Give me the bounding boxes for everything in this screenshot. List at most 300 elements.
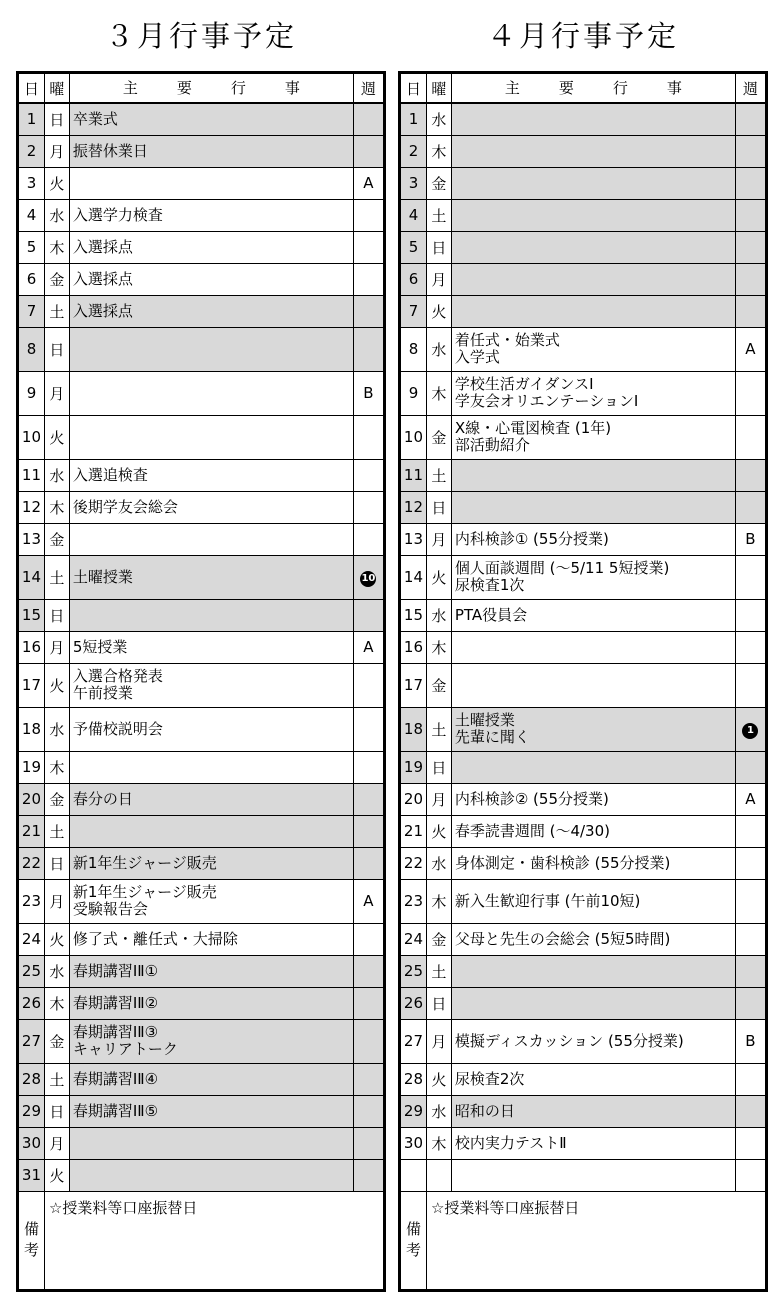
header-day: 日 — [18, 73, 45, 104]
week-cell — [353, 135, 384, 167]
event-cell — [451, 371, 735, 415]
table-row — [400, 923, 767, 955]
table-row — [18, 1095, 385, 1127]
weekday-cell: 火 — [426, 555, 451, 599]
table-row — [400, 135, 767, 167]
table-row — [18, 415, 385, 459]
weekday-cell: 木 — [426, 1127, 451, 1159]
header-event-char: 要 — [558, 78, 574, 97]
week-cell — [353, 987, 384, 1019]
table-row — [400, 955, 767, 987]
week-cell — [735, 167, 766, 199]
day-cell: 16 — [18, 631, 45, 663]
week-cell — [735, 1063, 766, 1095]
week-cell — [735, 263, 766, 295]
day-cell: 20 — [400, 783, 427, 815]
day-cell: 9 — [18, 371, 45, 415]
day-cell: 19 — [18, 751, 45, 783]
week-cell — [735, 631, 766, 663]
day-cell: 18 — [400, 707, 427, 751]
weekday-cell: 金 — [44, 263, 69, 295]
event-line: 入選学力検査 — [72, 205, 163, 224]
table-row — [400, 415, 767, 459]
event-line: 春期講習ⅠⅡ⑤ — [72, 1101, 159, 1120]
day-cell: 28 — [18, 1063, 45, 1095]
week-cell — [735, 371, 766, 415]
week-cell — [353, 295, 384, 327]
event-line: X線・心電図検査 (1年) — [454, 419, 612, 437]
table-row — [400, 327, 767, 371]
table-row — [400, 103, 767, 135]
day-cell: 14 — [400, 555, 427, 599]
day-cell: 11 — [18, 459, 45, 491]
day-cell: 1 — [18, 103, 45, 135]
week-cell: A — [353, 167, 384, 199]
notes-text: ☆授業料等口座振替日 — [44, 1191, 384, 1290]
week-cell — [353, 1095, 384, 1127]
event-cell — [69, 879, 353, 923]
day-cell: 12 — [400, 491, 427, 523]
event-line: 5短授業 — [72, 637, 128, 656]
event-line: 学友会オリエンテーションⅠ — [454, 392, 639, 410]
table-row — [18, 1159, 385, 1191]
day-cell — [400, 1159, 427, 1191]
weekday-cell: 月 — [426, 1019, 451, 1063]
table-row — [400, 523, 767, 555]
event-line: 入選合格発表 — [72, 667, 163, 685]
day-cell: 6 — [18, 263, 45, 295]
table-row — [18, 1063, 385, 1095]
event-line: 春期講習ⅠⅡ② — [72, 993, 159, 1012]
week-cell — [735, 415, 766, 459]
table-row — [18, 199, 385, 231]
table-row — [400, 1019, 767, 1063]
table-row — [18, 459, 385, 491]
weekday-cell: 水 — [426, 103, 451, 135]
event-cell — [451, 1159, 735, 1191]
day-cell: 21 — [18, 815, 45, 847]
day-cell: 15 — [400, 599, 427, 631]
day-cell: 25 — [400, 955, 427, 987]
event-line: 新入生歓迎行事 (午前10短) — [454, 891, 641, 910]
weekday-cell: 水 — [426, 599, 451, 631]
table-row — [400, 555, 767, 599]
day-cell: 14 — [18, 555, 45, 599]
event-cell — [451, 847, 735, 879]
event-cell — [69, 167, 353, 199]
header-week: 週 — [353, 73, 384, 104]
event-line: 内科検診① (55分授業) — [454, 529, 609, 548]
day-cell: 22 — [18, 847, 45, 879]
event-cell — [69, 327, 353, 371]
event-cell — [451, 815, 735, 847]
table-row — [18, 751, 385, 783]
table-row — [400, 1063, 767, 1095]
event-cell — [69, 1159, 353, 1191]
weekday-cell: 火 — [426, 295, 451, 327]
event-cell — [451, 707, 735, 751]
header-weekday: 曜 — [426, 73, 451, 104]
event-line: 先輩に聞く — [454, 728, 530, 746]
day-cell: 2 — [400, 135, 427, 167]
event-line: 父母と先生の会総会 (5短5時間) — [454, 929, 671, 948]
event-cell — [451, 987, 735, 1019]
event-cell — [451, 955, 735, 987]
week-cell — [353, 783, 384, 815]
day-cell: 6 — [400, 263, 427, 295]
table-row — [18, 599, 385, 631]
day-cell: 15 — [18, 599, 45, 631]
day-cell: 24 — [400, 923, 427, 955]
weekday-cell: 土 — [44, 1063, 69, 1095]
event-cell — [451, 555, 735, 599]
weekday-cell: 水 — [44, 707, 69, 751]
week-cell — [735, 879, 766, 923]
table-row — [18, 555, 385, 599]
day-cell: 22 — [400, 847, 427, 879]
weekday-cell: 土 — [426, 459, 451, 491]
day-cell: 20 — [18, 783, 45, 815]
weekday-cell: 日 — [426, 231, 451, 263]
weekday-cell: 金 — [426, 923, 451, 955]
event-cell — [69, 459, 353, 491]
event-cell — [451, 327, 735, 371]
weekday-cell: 火 — [44, 167, 69, 199]
event-cell — [69, 263, 353, 295]
weekday-cell: 月 — [426, 263, 451, 295]
day-cell: 13 — [400, 523, 427, 555]
weekday-cell: 土 — [426, 955, 451, 987]
day-cell: 27 — [18, 1019, 45, 1063]
day-cell: 1 — [400, 103, 427, 135]
event-cell — [451, 1063, 735, 1095]
day-cell: 4 — [18, 199, 45, 231]
table-row — [400, 783, 767, 815]
event-cell — [69, 663, 353, 707]
march-title: ３月行事予定 — [104, 19, 297, 53]
event-cell — [451, 631, 735, 663]
day-cell: 5 — [400, 231, 427, 263]
day-cell: 7 — [400, 295, 427, 327]
header-event-char: 主 — [122, 78, 138, 97]
header-event-char: 行 — [612, 78, 628, 97]
day-cell: 19 — [400, 751, 427, 783]
table-row — [18, 135, 385, 167]
day-cell: 26 — [18, 987, 45, 1019]
event-line: 尿検査2次 — [454, 1069, 525, 1088]
event-cell — [69, 631, 353, 663]
weekday-cell: 水 — [44, 459, 69, 491]
event-line: 個人面談週間 (～5/11 5短授業) — [454, 559, 670, 577]
event-line: 春期講習ⅠⅡ③ — [72, 1023, 159, 1041]
weekday-cell: 金 — [426, 663, 451, 707]
day-cell: 9 — [400, 371, 427, 415]
week-cell — [735, 1127, 766, 1159]
table-row — [400, 491, 767, 523]
day-cell: 25 — [18, 955, 45, 987]
event-cell — [69, 847, 353, 879]
table-row — [18, 263, 385, 295]
week-cell — [735, 955, 766, 987]
event-cell — [69, 751, 353, 783]
weekday-cell: 木 — [426, 135, 451, 167]
week-cell — [353, 199, 384, 231]
event-line: 春期講習ⅠⅡ① — [72, 961, 159, 980]
event-line: PTA役員会 — [454, 605, 528, 624]
event-cell — [451, 263, 735, 295]
event-cell — [451, 599, 735, 631]
week-cell — [353, 103, 384, 135]
week-cell — [735, 491, 766, 523]
event-cell — [451, 751, 735, 783]
weekday-cell: 土 — [44, 555, 69, 599]
week-cell: A — [353, 879, 384, 923]
weekday-cell: 土 — [44, 295, 69, 327]
day-cell: 8 — [400, 327, 427, 371]
event-cell — [451, 923, 735, 955]
day-cell: 13 — [18, 523, 45, 555]
weekday-cell: 日 — [44, 847, 69, 879]
table-row — [18, 923, 385, 955]
april-schedule-table — [398, 71, 768, 1292]
notes-label-char: 備 — [405, 1220, 421, 1238]
event-line: 受験報告会 — [72, 900, 148, 918]
table-row — [18, 295, 385, 327]
circled-number-badge: 1 — [742, 723, 758, 739]
notes-label-char: 考 — [23, 1241, 39, 1259]
header-event — [451, 73, 735, 104]
event-cell — [451, 1095, 735, 1127]
event-line: 予備校説明会 — [72, 719, 163, 738]
event-cell — [451, 459, 735, 491]
event-cell — [451, 1019, 735, 1063]
week-cell — [353, 327, 384, 371]
week-cell — [353, 955, 384, 987]
notes-label-char: 備 — [23, 1220, 39, 1238]
day-cell: 30 — [400, 1127, 427, 1159]
header-row — [400, 73, 767, 104]
week-cell — [353, 599, 384, 631]
weekday-cell: 木 — [44, 231, 69, 263]
weekday-cell: 金 — [426, 415, 451, 459]
day-cell: 30 — [18, 1127, 45, 1159]
week-cell — [353, 707, 384, 751]
day-cell: 23 — [400, 879, 427, 923]
weekday-cell: 木 — [44, 987, 69, 1019]
day-cell: 10 — [400, 415, 427, 459]
event-line: 修了式・離任式・大掃除 — [72, 929, 238, 948]
event-cell — [69, 523, 353, 555]
header-event — [69, 73, 353, 104]
event-cell — [69, 1127, 353, 1159]
event-cell — [451, 879, 735, 923]
week-cell — [353, 663, 384, 707]
week-cell — [353, 1159, 384, 1191]
event-line: 春季読書週間 (～4/30) — [454, 821, 610, 840]
weekday-cell: 土 — [44, 815, 69, 847]
event-cell — [451, 231, 735, 263]
day-cell: 24 — [18, 923, 45, 955]
event-line: 昭和の日 — [454, 1101, 515, 1120]
event-line: 新1年生ジャージ販売 — [72, 883, 217, 901]
table-row — [18, 631, 385, 663]
week-cell — [735, 295, 766, 327]
header-event-char: 事 — [284, 78, 300, 97]
weekday-cell: 月 — [44, 371, 69, 415]
weekday-cell: 金 — [44, 783, 69, 815]
week-cell — [353, 1063, 384, 1095]
weekday-cell: 月 — [44, 135, 69, 167]
day-cell: 8 — [18, 327, 45, 371]
event-line: 入選採点 — [72, 269, 133, 288]
circled-number-badge: 10 — [360, 571, 376, 587]
event-cell — [451, 523, 735, 555]
table-row — [18, 231, 385, 263]
march-schedule-table — [16, 71, 386, 1292]
event-cell — [451, 135, 735, 167]
day-cell: 3 — [400, 167, 427, 199]
day-cell: 5 — [18, 231, 45, 263]
table-row — [400, 987, 767, 1019]
table-row — [400, 631, 767, 663]
event-cell — [69, 1095, 353, 1127]
week-cell — [735, 1159, 766, 1191]
weekday-cell: 月 — [426, 523, 451, 555]
event-line: 土曜授業 — [72, 567, 133, 586]
table-row — [400, 231, 767, 263]
week-cell — [735, 923, 766, 955]
weekday-cell: 金 — [44, 1019, 69, 1063]
notes-label — [400, 1191, 427, 1290]
week-cell — [735, 847, 766, 879]
weekday-cell: 木 — [44, 491, 69, 523]
week-cell — [353, 263, 384, 295]
event-cell — [451, 295, 735, 327]
weekday-cell: 日 — [44, 599, 69, 631]
table-row — [400, 879, 767, 923]
weekday-cell: 水 — [426, 1095, 451, 1127]
day-cell: 29 — [18, 1095, 45, 1127]
weekday-cell: 木 — [426, 631, 451, 663]
weekday-cell: 日 — [44, 327, 69, 371]
table-row — [400, 459, 767, 491]
weekday-cell: 月 — [44, 1127, 69, 1159]
event-line: 内科検診② (55分授業) — [454, 789, 609, 808]
event-line: 春期講習ⅠⅡ④ — [72, 1069, 159, 1088]
table-row — [18, 847, 385, 879]
day-cell: 12 — [18, 491, 45, 523]
event-line: 入選採点 — [72, 237, 133, 256]
notes-text: ☆授業料等口座振替日 — [426, 1191, 766, 1290]
april-title: ４月行事予定 — [486, 19, 679, 53]
weekday-cell: 火 — [44, 1159, 69, 1191]
table-row — [18, 371, 385, 415]
table-row — [18, 879, 385, 923]
week-cell — [735, 135, 766, 167]
table-row — [18, 167, 385, 199]
notes-row — [400, 1191, 767, 1290]
table-row — [400, 1095, 767, 1127]
day-cell: 28 — [400, 1063, 427, 1095]
week-cell — [735, 707, 766, 751]
event-line: 模擬ディスカッション (55分授業) — [454, 1031, 684, 1050]
weekday-cell: 月 — [44, 631, 69, 663]
weekday-cell: 木 — [426, 371, 451, 415]
weekday-cell: 日 — [44, 1095, 69, 1127]
event-line: 入学式 — [454, 348, 500, 366]
weekday-cell: 金 — [44, 523, 69, 555]
header-event-char: 要 — [176, 78, 192, 97]
table-row — [400, 707, 767, 751]
day-cell: 17 — [400, 663, 427, 707]
event-line: 振替休業日 — [72, 141, 148, 160]
week-cell — [353, 1019, 384, 1063]
event-cell — [69, 955, 353, 987]
weekday-cell: 土 — [426, 199, 451, 231]
event-line: キャリアトーク — [72, 1040, 178, 1058]
week-cell — [353, 751, 384, 783]
day-cell: 21 — [400, 815, 427, 847]
header-event-char: 事 — [666, 78, 682, 97]
header-row — [18, 73, 385, 104]
week-cell — [735, 599, 766, 631]
weekday-cell: 月 — [44, 879, 69, 923]
week-cell — [353, 523, 384, 555]
weekday-cell: 火 — [44, 923, 69, 955]
day-cell: 3 — [18, 167, 45, 199]
weekday-cell: 木 — [426, 879, 451, 923]
weekday-cell: 日 — [426, 491, 451, 523]
event-cell — [69, 415, 353, 459]
day-cell: 11 — [400, 459, 427, 491]
event-line: 春分の日 — [72, 789, 133, 808]
table-row — [18, 1019, 385, 1063]
table-row — [18, 663, 385, 707]
event-line: 入選追検査 — [72, 465, 148, 484]
week-cell — [353, 415, 384, 459]
table-row — [18, 103, 385, 135]
weekday-cell: 木 — [44, 751, 69, 783]
event-line: 部活動紹介 — [454, 436, 530, 454]
weekday-cell: 日 — [426, 751, 451, 783]
notes-row — [18, 1191, 385, 1290]
week-cell — [735, 987, 766, 1019]
weekday-cell: 土 — [426, 707, 451, 751]
event-cell — [69, 371, 353, 415]
week-cell — [735, 815, 766, 847]
event-cell — [451, 415, 735, 459]
weekday-cell: 水 — [426, 847, 451, 879]
event-cell — [69, 231, 353, 263]
event-cell — [69, 491, 353, 523]
event-line: 午前授業 — [72, 684, 133, 702]
day-cell: 27 — [400, 1019, 427, 1063]
table-row — [400, 1159, 767, 1191]
event-cell — [69, 1063, 353, 1095]
day-cell: 10 — [18, 415, 45, 459]
notes-label — [18, 1191, 45, 1290]
event-cell — [69, 295, 353, 327]
event-cell — [69, 599, 353, 631]
week-cell — [353, 815, 384, 847]
weekday-cell: 火 — [426, 815, 451, 847]
week-cell: B — [353, 371, 384, 415]
event-cell — [451, 491, 735, 523]
day-cell: 7 — [18, 295, 45, 327]
event-cell — [69, 1019, 353, 1063]
event-cell — [451, 663, 735, 707]
table-row — [400, 815, 767, 847]
